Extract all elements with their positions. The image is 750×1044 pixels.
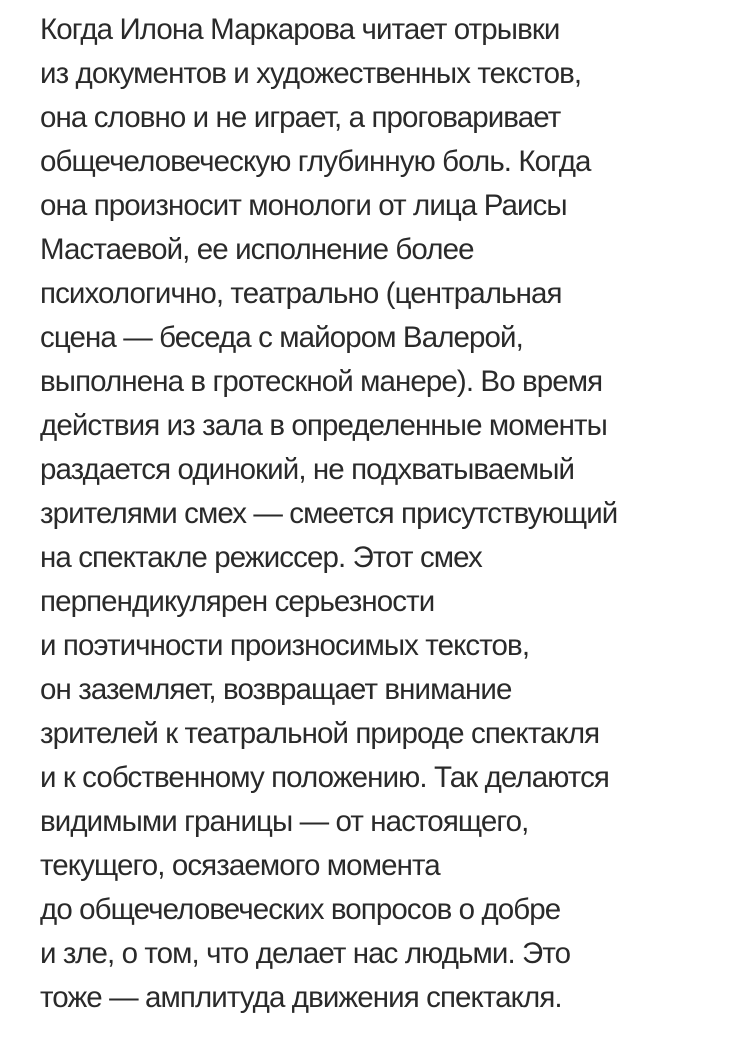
text-line: до общечеловеческих вопросов о добре bbox=[40, 893, 561, 926]
text-line: выполнена в гротескной манере). Во время bbox=[40, 365, 603, 398]
text-line: и поэтичности произносимых текстов, bbox=[40, 629, 530, 662]
text-line: и к собственному положению. Так делаются bbox=[40, 761, 610, 794]
text-line: зрителями смех — смеется присутствующий bbox=[40, 497, 618, 530]
text-line: из документов и художественных текстов, bbox=[40, 57, 582, 90]
text-line: текущего, осязаемого момента bbox=[40, 849, 440, 882]
text-line: она произносит монологи от лица Раисы bbox=[40, 189, 567, 222]
text-line: психологично, театрально (центральная bbox=[40, 277, 562, 310]
text-line: зрителей к театральной природе спектакля bbox=[40, 717, 600, 750]
article-paragraph bbox=[40, 8, 730, 1020]
text-line: сцена — беседа с майором Валерой, bbox=[40, 321, 523, 354]
text-line: раздается одинокий, не подхватываемый bbox=[40, 453, 575, 486]
text-line: на спектакле режиссер. Этот смех bbox=[40, 541, 482, 574]
text-line: и зле, о том, что делает нас людьми. Это bbox=[40, 937, 571, 970]
text-line: тоже — амплитуда движения спектакля. bbox=[40, 981, 562, 1014]
text-line: видимыми границы — от настоящего, bbox=[40, 805, 529, 838]
text-line: действия из зала в определенные моменты bbox=[40, 409, 607, 442]
text-line: он заземляет, возвращает внимание bbox=[40, 673, 512, 706]
text-line: она словно и не играет, а проговаривает bbox=[40, 101, 561, 134]
text-line: перпендикулярен серьезности bbox=[40, 585, 435, 618]
text-line: Когда Илона Маркарова читает отрывки bbox=[40, 13, 560, 46]
text-line: общечеловеческую глубинную боль. Когда bbox=[40, 145, 591, 178]
text-line: Мастаевой, ее исполнение более bbox=[40, 233, 474, 266]
